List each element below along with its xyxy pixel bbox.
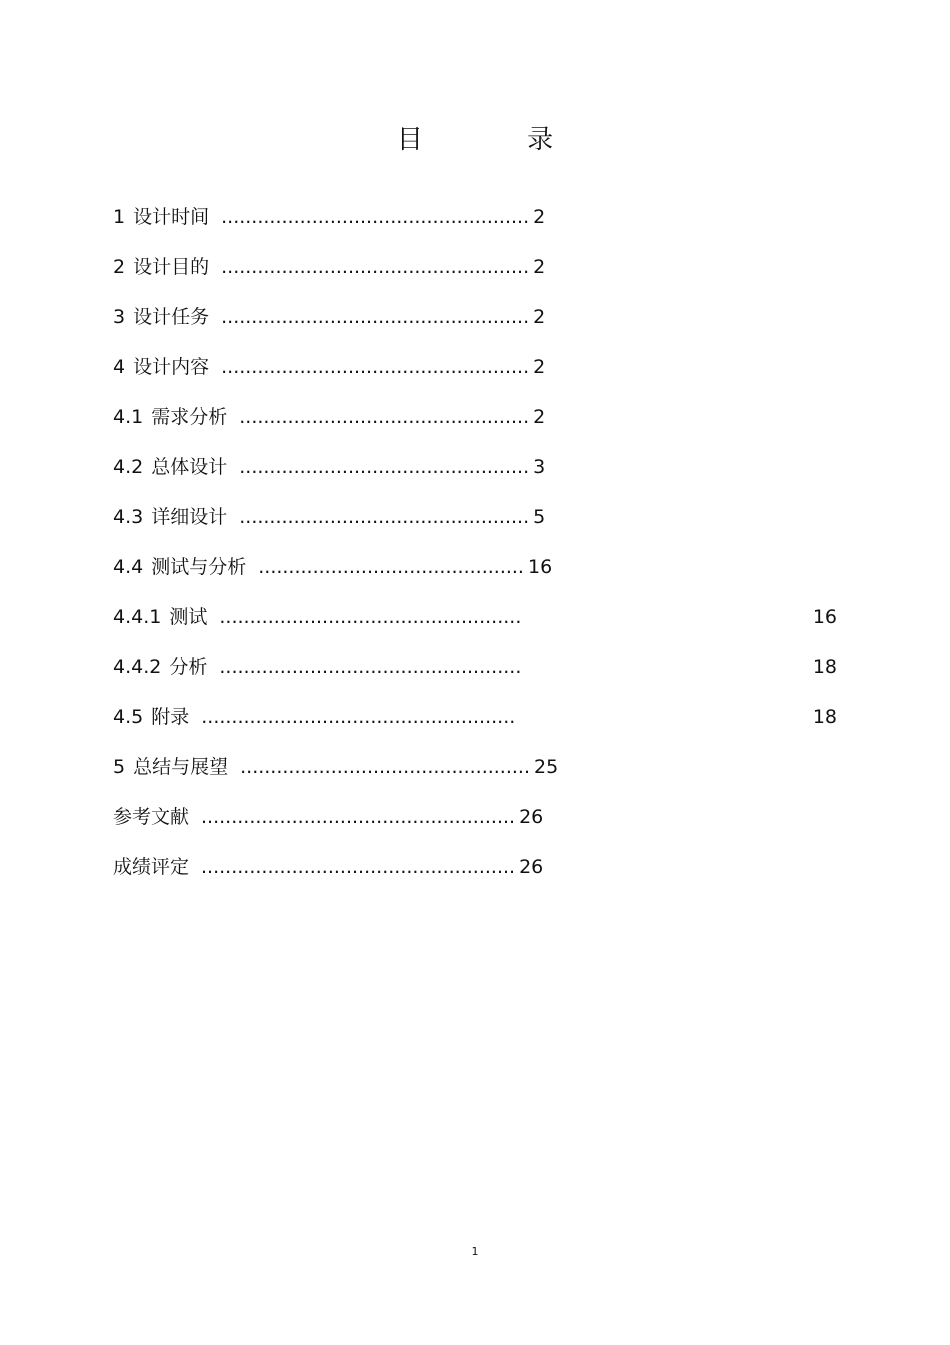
toc-leader-dots: ................................................... xyxy=(221,256,530,278)
toc-entry[interactable] xyxy=(113,352,545,382)
toc-entry-label: 详细设计 xyxy=(151,506,228,528)
toc-leader-dots: ................................................ xyxy=(239,406,530,428)
toc-leader-dots: .................................................... xyxy=(201,706,516,728)
toc-leader-dots: .................................................. xyxy=(219,606,522,628)
toc-entry-label: 设计目的 xyxy=(133,256,210,278)
toc-entry-page: 2 xyxy=(533,256,546,278)
toc-entry[interactable] xyxy=(113,502,545,532)
toc-entry-page: 18 xyxy=(812,656,837,678)
toc-entry[interactable] xyxy=(113,452,545,482)
toc-entry-label: 总结与展望 xyxy=(133,756,229,778)
toc-leader-dots: ................................................... xyxy=(221,306,530,328)
toc-entry[interactable] xyxy=(113,202,545,232)
toc-entry-label: 测试 xyxy=(169,606,208,628)
toc-entry-page: 2 xyxy=(533,356,546,378)
toc-entry-label: 需求分析 xyxy=(151,406,228,428)
page-number: 1 xyxy=(471,1245,479,1258)
toc-leader-dots: .................................................... xyxy=(201,806,516,828)
toc-entry-number: 4.3 xyxy=(113,506,144,528)
toc-entry-number: 4.4.1 xyxy=(113,606,162,628)
toc-entry-page: 3 xyxy=(533,456,546,478)
toc-entry-label: 设计时间 xyxy=(133,206,210,228)
toc-leader-dots: ................................................... xyxy=(221,356,530,378)
toc-entry-page: 5 xyxy=(533,506,546,528)
toc-entry-page: 2 xyxy=(533,306,546,328)
toc-entry[interactable] xyxy=(113,752,558,782)
toc-entry-label: 分析 xyxy=(169,656,208,678)
toc-entry[interactable] xyxy=(113,602,525,632)
toc-entry[interactable] xyxy=(113,302,545,332)
toc-entry-number: 3 xyxy=(113,306,126,328)
toc-entry-page: 26 xyxy=(519,856,544,878)
toc-leader-dots: .................................................. xyxy=(219,656,522,678)
toc-entry-label: 设计内容 xyxy=(133,356,210,378)
toc-entry-page: 2 xyxy=(533,406,546,428)
toc-entry-number: 4.4.2 xyxy=(113,656,162,678)
toc-entry-label: 测试与分析 xyxy=(151,556,247,578)
toc-entry-label: 设计任务 xyxy=(133,306,210,328)
toc-entry-number: 5 xyxy=(113,756,126,778)
toc-entry[interactable] xyxy=(113,702,519,732)
toc-entry-number: 2 xyxy=(113,256,126,278)
toc-entry-label: 总体设计 xyxy=(151,456,228,478)
toc-entry-number: 4.5 xyxy=(113,706,144,728)
toc-entry-page: 16 xyxy=(812,606,837,628)
toc-leader-dots: ................................................ xyxy=(239,456,530,478)
toc-entry-label: 附录 xyxy=(151,706,190,728)
page-title: 目 录 xyxy=(396,125,602,155)
toc-entry-page: 26 xyxy=(519,806,544,828)
toc-leader-dots: ................................................ xyxy=(239,506,530,528)
toc-entry-page: 16 xyxy=(527,556,553,578)
toc-entry-page: 25 xyxy=(534,756,559,778)
toc-entry[interactable] xyxy=(113,802,543,832)
toc-entry-number: 1 xyxy=(113,206,126,228)
toc-entry-page: 18 xyxy=(812,706,837,728)
toc-leader-dots: ................................................ xyxy=(240,756,531,778)
toc-entry[interactable] xyxy=(113,652,525,682)
toc-entry[interactable] xyxy=(113,552,552,582)
toc-entry-number: 4.2 xyxy=(113,456,144,478)
toc-entry[interactable] xyxy=(113,852,543,882)
toc-entry-label: 成绩评定 xyxy=(113,856,190,878)
toc-entry[interactable] xyxy=(113,252,545,282)
toc-entry-number: 4.1 xyxy=(113,406,144,428)
toc-entry[interactable] xyxy=(113,402,545,432)
toc-entry-number: 4 xyxy=(113,356,126,378)
toc-leader-dots: .................................................... xyxy=(201,856,516,878)
toc-leader-dots: ................................................... xyxy=(221,206,530,228)
toc-entry-number: 4.4 xyxy=(113,556,144,578)
toc-entry-label: 参考文献 xyxy=(113,806,190,828)
toc-entry-page: 2 xyxy=(533,206,546,228)
toc-leader-dots: ............................................ xyxy=(258,556,524,578)
